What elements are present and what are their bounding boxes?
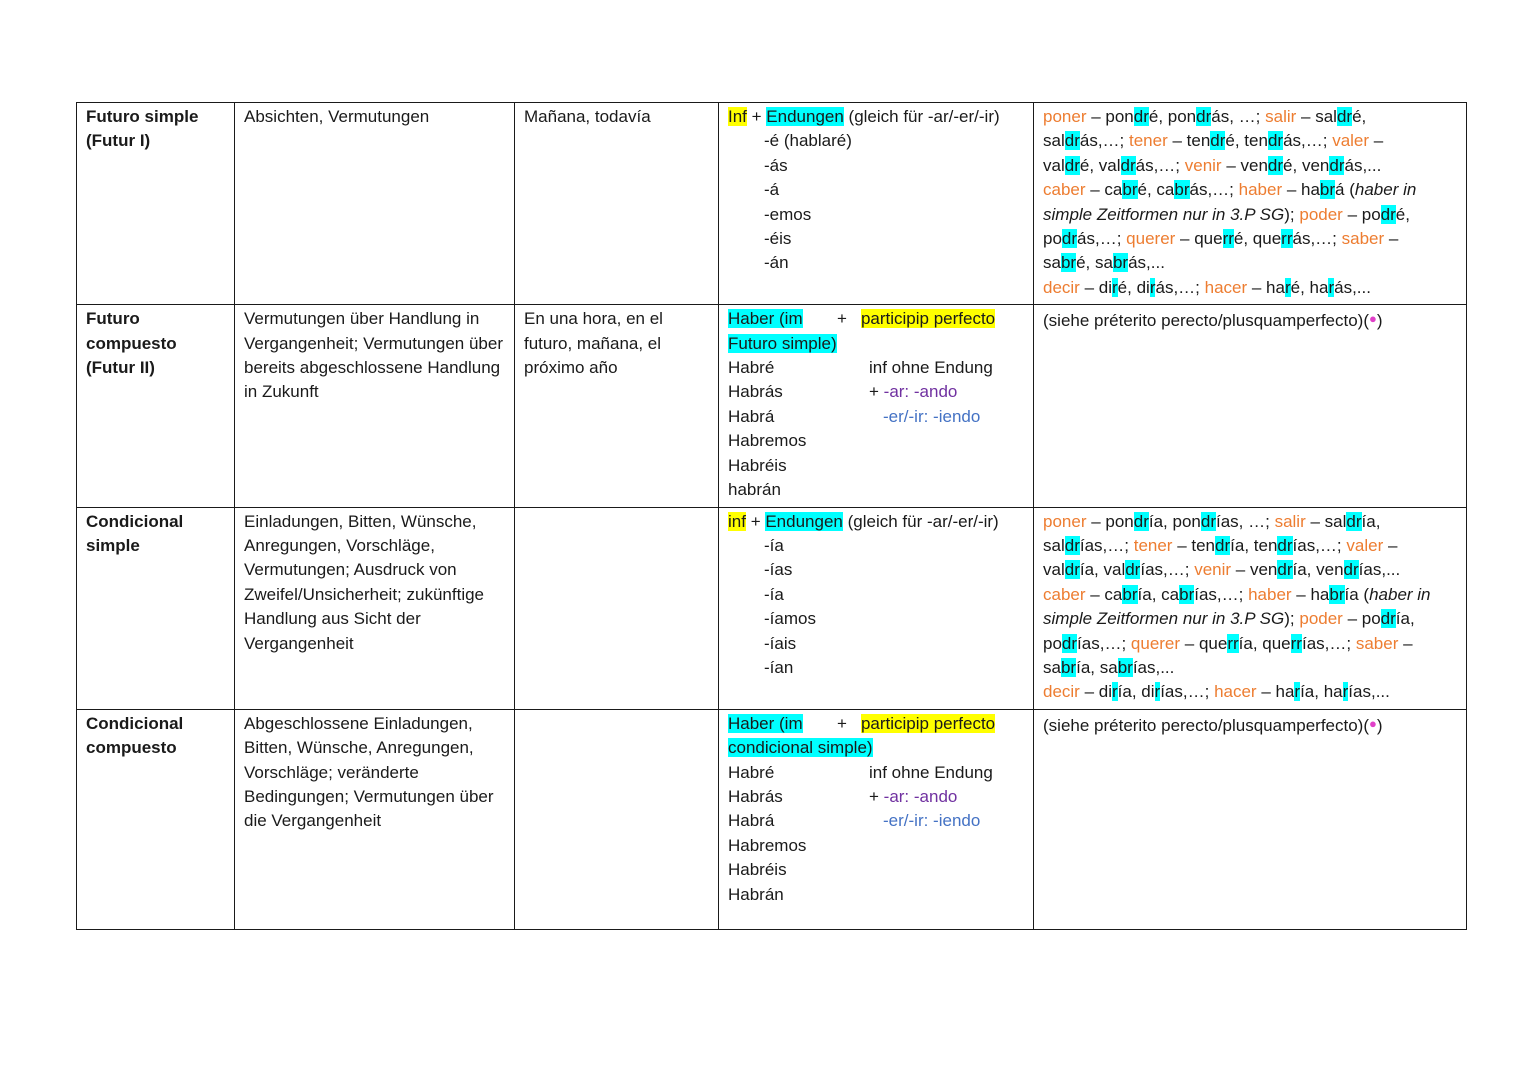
endungen-highlight: Endungen bbox=[765, 511, 843, 531]
tense-name: Condicional compuesto bbox=[77, 709, 235, 929]
haber-form: Habrá bbox=[728, 406, 775, 426]
tense-name: Futuro simple (Futur I) bbox=[77, 103, 235, 305]
er-rule: -er/-ir: -iendo bbox=[883, 406, 981, 426]
haber-form: Habrás bbox=[728, 786, 783, 806]
haber-highlight: Futuro simple) bbox=[728, 333, 837, 353]
formation-cell: Inf + Endungen (gleich für -ar/-er/-ir) -é (hablaré) -ás -á -emos -éis -án bbox=[719, 103, 1034, 305]
ending: -ían bbox=[764, 657, 794, 677]
formation-cell: inf + Endungen (gleich für -ar/-er/-ir) -ía -ías -ía -íamos -íais -ían bbox=[719, 507, 1034, 709]
tense-name: Condicional simple bbox=[77, 507, 235, 709]
ending: -éis bbox=[764, 229, 792, 249]
ending: -íais bbox=[764, 633, 797, 653]
irregular-verbs-cell: poner – pondría, pondrías, …; salir – saldría, saldrías,…; tener – tendría, tendrías,…; valer – valdría, valdrías,…; venir – vendría, vendrías,... caber – cabría, cabrías,…; haber – habría (haber in simple Zeitformen nur in 3.P SG); poder – podría, podrías,…; querer – querría, querrías,…; saber – sabría, sabrías,... decir – diría, dirías,…; hacer – haría, harías,... bbox=[1034, 507, 1467, 709]
table-row bbox=[77, 709, 1467, 929]
plus-sign: + bbox=[837, 713, 847, 733]
haber-form: Habré bbox=[728, 358, 775, 378]
inf-highlight: inf bbox=[728, 511, 746, 531]
participio-highlight: participip perfecto bbox=[860, 713, 996, 733]
tense-name: Futuro compuesto (Futur II) bbox=[77, 305, 235, 507]
usage-cell: Abgeschlossene Einladungen, Bitten, Wünsche, Anregungen, Vorschläge; veränderte Bedingungen; Vermutungen über die Vergangenheit bbox=[235, 709, 515, 929]
usage-cell: Einladungen, Bitten, Wünsche, Anregungen, Vorschläge, Vermutungen; Ausdruck von Zweifel/Unsicherheit; zukünftige Handlung aus Sicht der Vergangenheit bbox=[235, 507, 515, 709]
haber-form: Habremos bbox=[728, 431, 807, 451]
haber-highlight: Haber (im bbox=[728, 713, 803, 733]
formation-cell: Haber (im condicional simple) Habré Habrás Habrá Habremos Habréis Habrán + participip perfecto inf ohne Endung + -ar: -ando -er/-ir: -iendo bbox=[719, 709, 1034, 929]
formation-cell: Haber (im Futuro simple) Habré Habrás Habrá Habremos Habréis habrán + participip perfecto inf ohne Endung + -ar: -ando -er/-ir: -iendo bbox=[719, 305, 1034, 507]
ending: -íamos bbox=[764, 609, 816, 629]
ar-rule: -ar: -ando bbox=[883, 382, 958, 402]
haber-form: Habrá bbox=[728, 811, 775, 831]
bullet-dot-icon: ● bbox=[1369, 715, 1377, 731]
haber-form: Habréis bbox=[728, 455, 787, 475]
haber-form: Habré bbox=[728, 762, 775, 782]
haber-form: Habréis bbox=[728, 860, 787, 880]
table-row bbox=[77, 507, 1467, 709]
tense-table bbox=[76, 102, 1467, 930]
er-rule: -er/-ir: -iendo bbox=[883, 811, 981, 831]
ending: -án bbox=[764, 253, 789, 273]
table-row bbox=[77, 305, 1467, 507]
participio-highlight: participip perfecto bbox=[860, 309, 996, 329]
endungen-highlight: Endungen bbox=[766, 107, 844, 126]
ending: -ía bbox=[764, 535, 784, 555]
table-row bbox=[77, 103, 1467, 305]
ending: -é (hablaré) bbox=[764, 131, 852, 151]
ending: -ías bbox=[764, 560, 793, 580]
haber-highlight: condicional simple) bbox=[728, 738, 873, 758]
haber-form: Habremos bbox=[728, 835, 807, 855]
ending: -ía bbox=[764, 584, 784, 604]
irregular-verbs-cell: poner – pondré, pondrás, …; salir – saldré, saldrás,…; tener – tendré, tendrás,…; valer – valdré, valdrás,…; venir – vendré, vendrás,... caber – cabré, cabrás,…; haber – habrá (haber in simple Zeitformen nur in 3.P SG); poder – podré, podrás,…; querer – querré, querrás,…; saber – sabré, sabrás,... decir – diré, dirás,…; hacer – haré, harás,... bbox=[1034, 103, 1467, 305]
bullet-dot-icon: ● bbox=[1369, 311, 1377, 327]
signal-words-cell: Mañana, todavía bbox=[515, 103, 719, 305]
irregular-verbs-cell: (siehe préterito perecto/plusquamperfecto)(●) bbox=[1034, 305, 1467, 507]
irregular-verbs-cell: (siehe préterito perecto/plusquamperfecto)(●) bbox=[1034, 709, 1467, 929]
ar-rule: -ar: -ando bbox=[883, 786, 958, 806]
ending: -emos bbox=[764, 204, 812, 224]
usage-cell: Absichten, Vermutungen bbox=[235, 103, 515, 305]
ending: -á bbox=[764, 180, 780, 200]
haber-form: Habrán bbox=[728, 884, 784, 904]
haber-form: Habrás bbox=[728, 382, 783, 402]
ending: -ás bbox=[764, 155, 788, 175]
signal-words-cell bbox=[515, 507, 719, 709]
usage-cell: Vermutungen über Handlung in Vergangenheit; Vermutungen über bereits abgeschlossene Handlung in Zukunft bbox=[235, 305, 515, 507]
haber-form: habrán bbox=[728, 480, 781, 500]
haber-highlight: Haber (im bbox=[728, 309, 803, 329]
signal-words-cell bbox=[515, 709, 719, 929]
inf-label: inf ohne Endung bbox=[869, 762, 993, 782]
plus-sign: + bbox=[837, 309, 847, 329]
inf-highlight: Inf bbox=[728, 107, 747, 126]
signal-words-cell: En una hora, en el futuro, mañana, el próximo año bbox=[515, 305, 719, 507]
inf-label: inf ohne Endung bbox=[869, 358, 993, 378]
